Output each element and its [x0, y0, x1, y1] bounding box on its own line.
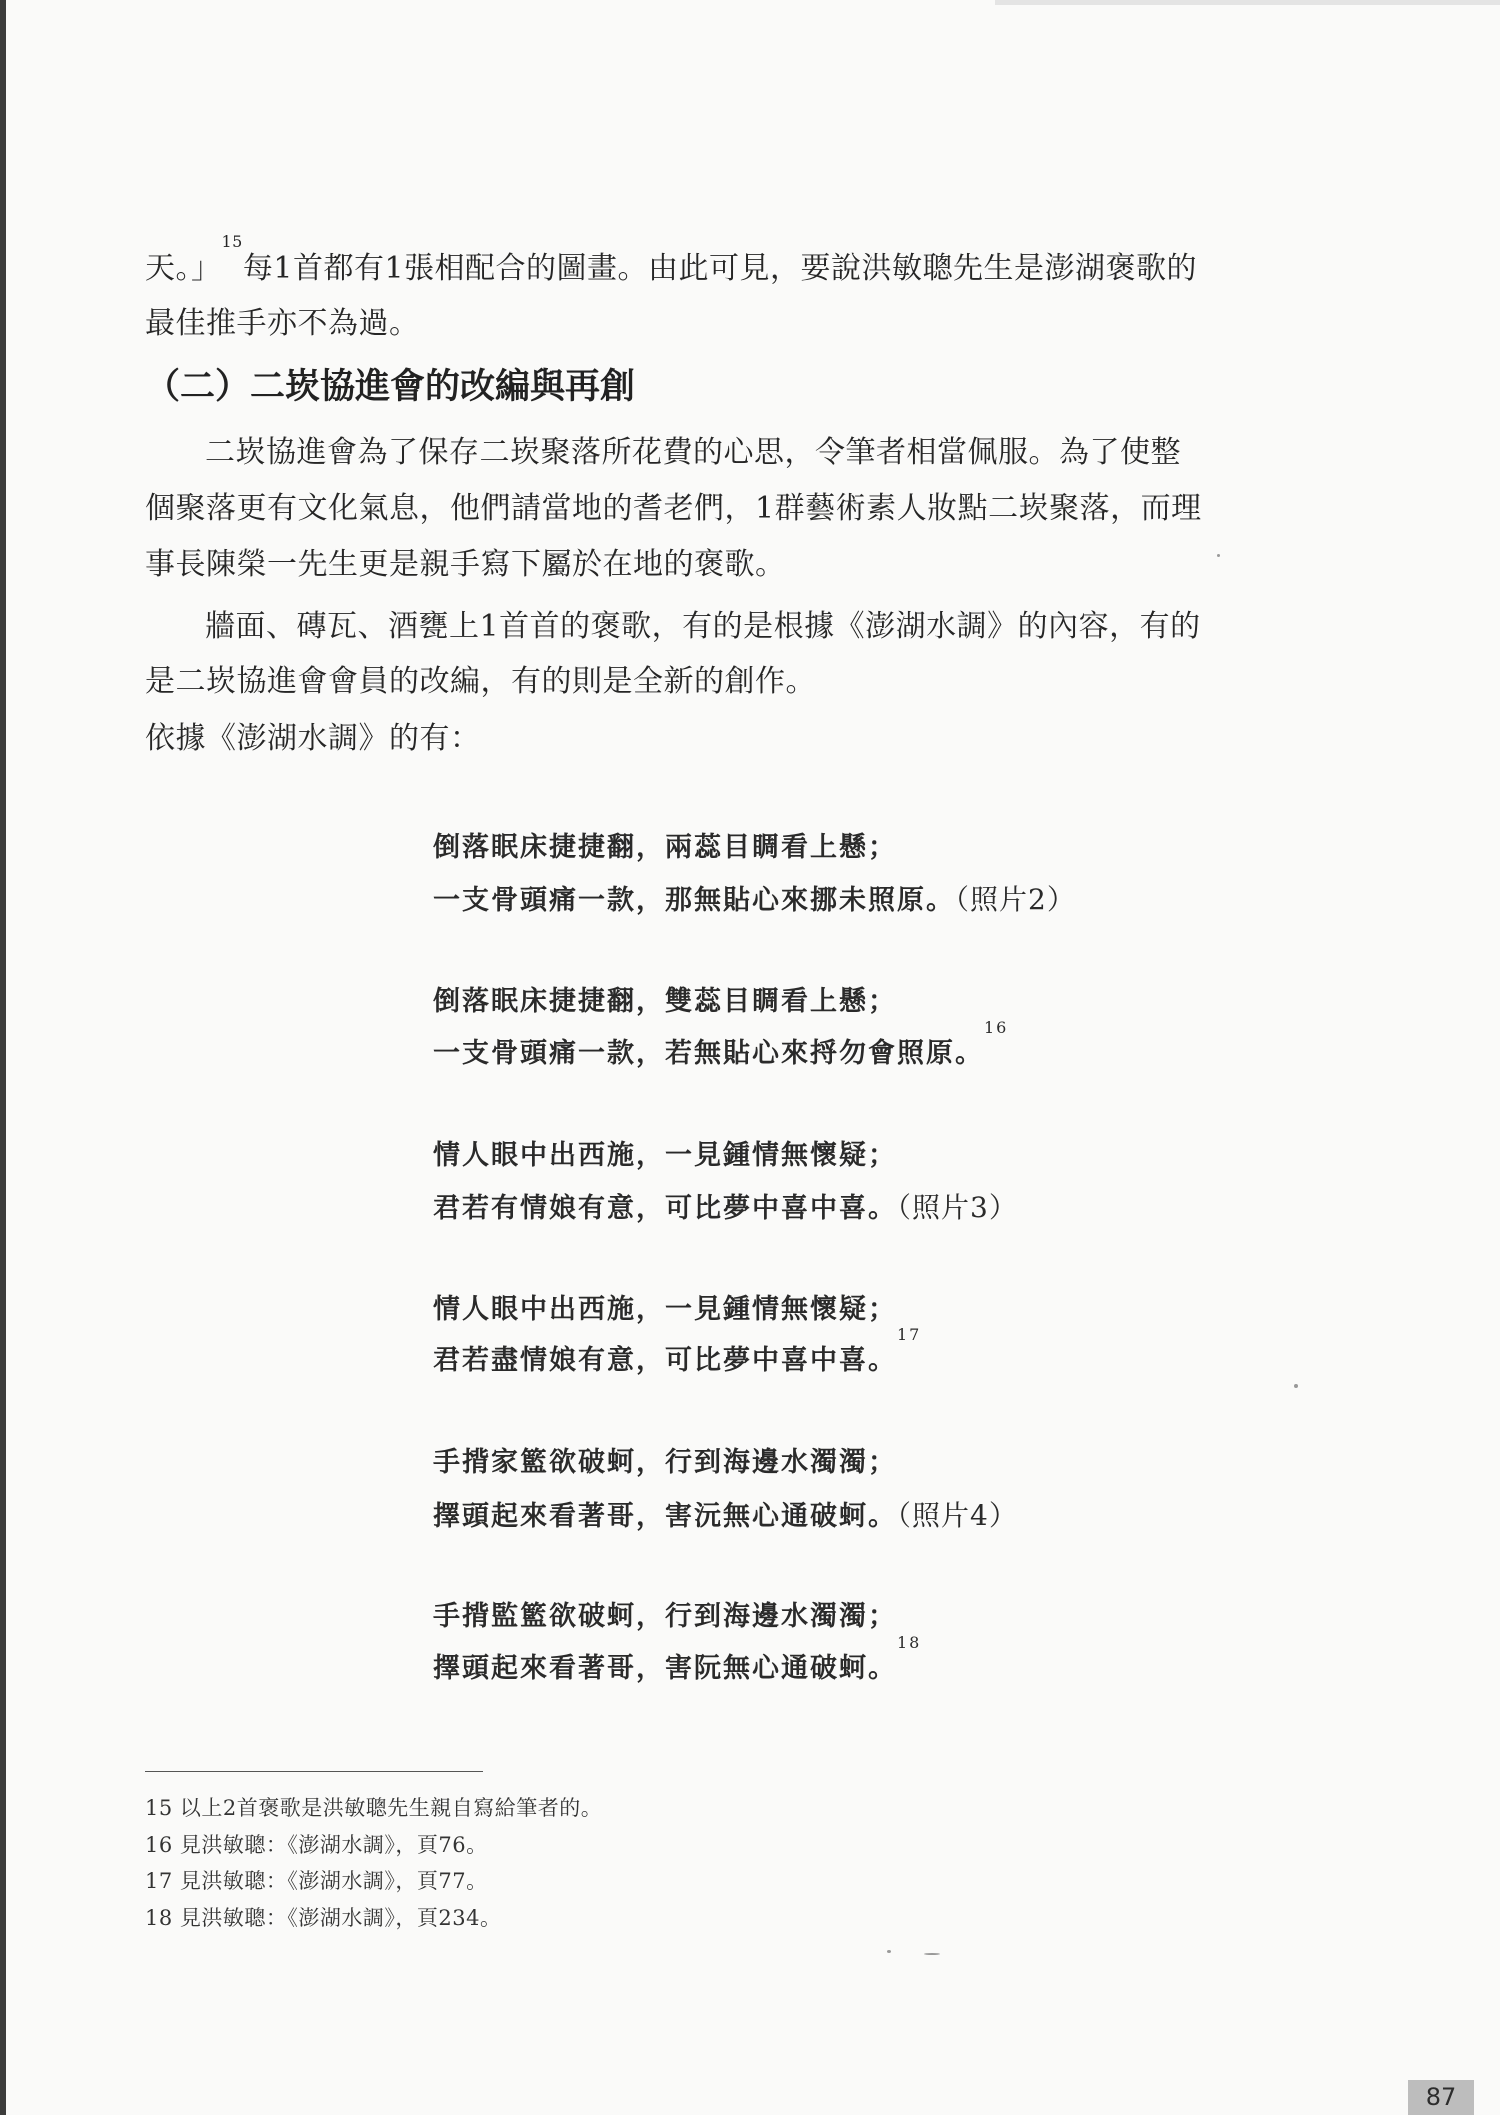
verse-line [433, 1188, 1018, 1229]
photo-ref: （照片3） [897, 1191, 1018, 1224]
scan-speck [887, 1950, 891, 1953]
scan-edge [0, 0, 6, 2115]
paragraph-line: 牆面、磚瓦、酒甕上1首首的褒歌，有的是根據《澎湖水調》的內容，有的 [205, 609, 1201, 644]
verse-line [433, 1633, 922, 1689]
photo-ref: （照片2） [955, 883, 1076, 916]
paragraph-line: 二崁協進會為了保存二崁聚落所花費的心思，令筆者相當佩服。為了使整 [205, 435, 1181, 470]
paragraph-line: 最佳推手亦不為過。 [145, 306, 420, 341]
scan-speck [1294, 1384, 1298, 1388]
verse-line: 手揹監籃欲破蚵，行到海邊水濁濁； [433, 1601, 897, 1632]
verse-text: 君若盡情娘有意，可比夢中喜中喜。 [433, 1345, 897, 1376]
footnote: 17 見洪敏聰：《澎湖水調》，頁77。 [145, 1869, 488, 1893]
text-fragment: 每1首都有1張相配合的圖畫。由此可見，要說洪敏聰先生是澎湖褒歌的 [242, 251, 1198, 286]
footnote-ref[interactable]: 18 [897, 1633, 922, 1652]
verse-line: 情人眼中出西施，一見鍾情無懷疑； [433, 1140, 897, 1171]
verse-line: 情人眼中出西施，一見鍾情無懷疑； [433, 1294, 897, 1325]
verse-text: 一支骨頭痛一款，若無貼心來捋勿會照原。 [433, 1038, 984, 1069]
verse-line: 倒落眠床捷捷翻，雙蕊目睭看上懸； [433, 986, 897, 1017]
footnote-divider [145, 1771, 483, 1772]
verse-line [433, 1496, 1018, 1537]
paragraph-line: 個聚落更有文化氣息，他們請當地的耆老們，1群藝術素人妝點二崁聚落，而理 [145, 491, 1202, 526]
scan-speck [924, 1953, 940, 1955]
page-number: 87 [1408, 2080, 1474, 2115]
footnote-ref[interactable]: 16 [984, 1018, 1009, 1037]
footnote: 16 見洪敏聰：《澎湖水調》，頁76。 [145, 1833, 488, 1857]
verse-line [433, 1325, 922, 1381]
footnote: 15 以上2首褒歌是洪敏聰先生親自寫給筆者的。 [145, 1796, 603, 1820]
verse-text: 擇頭起來看著哥，害阮無心通破蚵。 [433, 1653, 897, 1684]
scan-top-mark [995, 0, 1500, 5]
section-heading: （二）二崁協進會的改編與再創 [145, 367, 636, 407]
paragraph-line: 是二崁協進會會員的改編，有的則是全新的創作。 [145, 664, 816, 699]
verse-line: 倒落眠床捷捷翻，兩蕊目睭看上懸； [433, 832, 897, 863]
verse-text: 一支骨頭痛一款，那無貼心來挪未照原。 [433, 885, 955, 916]
scan-speck [1217, 554, 1220, 557]
paragraph-line [145, 232, 1198, 290]
paragraph-line: 事長陳榮一先生更是親手寫下屬於在地的褒歌。 [145, 547, 786, 582]
footnote-ref[interactable]: 17 [897, 1325, 922, 1344]
footnote: 18 見洪敏聰：《澎湖水調》，頁234。 [145, 1906, 502, 1930]
paragraph-line: 依據《澎湖水調》的有： [145, 721, 481, 756]
verse-text: 君若有情娘有意，可比夢中喜中喜。 [433, 1193, 897, 1224]
verse-line [433, 1018, 1009, 1074]
verse-text: 擇頭起來看著哥，害沅無心通破蚵。 [433, 1501, 897, 1532]
verse-line [433, 880, 1076, 921]
footnote-ref[interactable]: 15 [221, 232, 243, 251]
text-fragment: 天。」 [145, 251, 222, 286]
photo-ref: （照片4） [897, 1499, 1018, 1532]
verse-line: 手揹家籃欲破蚵，行到海邊水濁濁； [433, 1447, 897, 1478]
